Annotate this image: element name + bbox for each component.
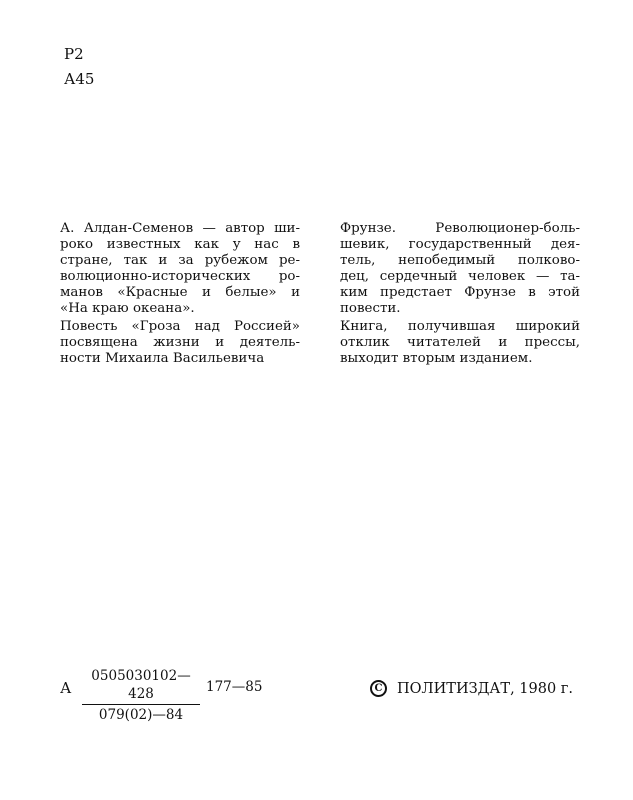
annotation-line: стране, так и за рубежом ре- — [60, 253, 300, 268]
annotation-right-column — [340, 221, 580, 369]
bibliographic-letter: А — [60, 679, 72, 697]
copyright-line — [370, 680, 573, 697]
annotation-line: волюционно-исторических ро- — [60, 269, 300, 284]
annotation-paragraph — [340, 319, 580, 367]
annotation-line: повести. — [340, 301, 401, 316]
annotation-line: манов «Красные и белые» и — [60, 285, 300, 300]
copyright-icon: C — [370, 680, 387, 697]
bibliographic-index: 177—85 — [206, 679, 263, 695]
annotation-line: ности Михаила Васильевича — [60, 351, 265, 366]
annotation-line: тель, непобедимый полково- — [340, 253, 580, 268]
publisher-name: ПОЛИТИЗДАТ, 1980 г. — [397, 680, 574, 697]
annotation-line: дец, сердечный человек — та- — [340, 269, 580, 284]
annotation-line: Книга, получившая широкий — [340, 319, 580, 334]
annotation-line: посвящена жизни и деятель- — [60, 335, 300, 350]
annotation-paragraph — [60, 221, 300, 317]
annotation-line: Фрунзе. Революционер-боль- — [340, 221, 580, 236]
annotation-line: ким предстает Фрунзе в этой — [340, 285, 580, 300]
annotation-line: Повесть «Гроза над Россией» — [60, 319, 300, 334]
bibliographic-numerator: 0505030102—428 — [82, 667, 200, 705]
bibliographic-fraction — [82, 667, 200, 725]
annotation-line: роко известных как у нас в — [60, 237, 300, 252]
annotation-left-column — [60, 221, 300, 369]
annotation-line: А. Алдан-Семенов — автор ши- — [60, 221, 300, 236]
annotation-paragraph — [60, 319, 300, 367]
annotation-line: отклик читателей и прессы, — [340, 335, 580, 350]
annotation-line: «На краю океана». — [60, 301, 195, 316]
bibliographic-denominator: 079(02)—84 — [98, 707, 184, 723]
classification-code-1: Р2 — [64, 45, 84, 63]
annotation-line: шевик, государственный дея- — [340, 237, 580, 252]
annotation-line: выходит вторым изданием. — [340, 351, 533, 366]
classification-code-2: А45 — [64, 70, 95, 88]
annotation-paragraph — [340, 221, 580, 317]
